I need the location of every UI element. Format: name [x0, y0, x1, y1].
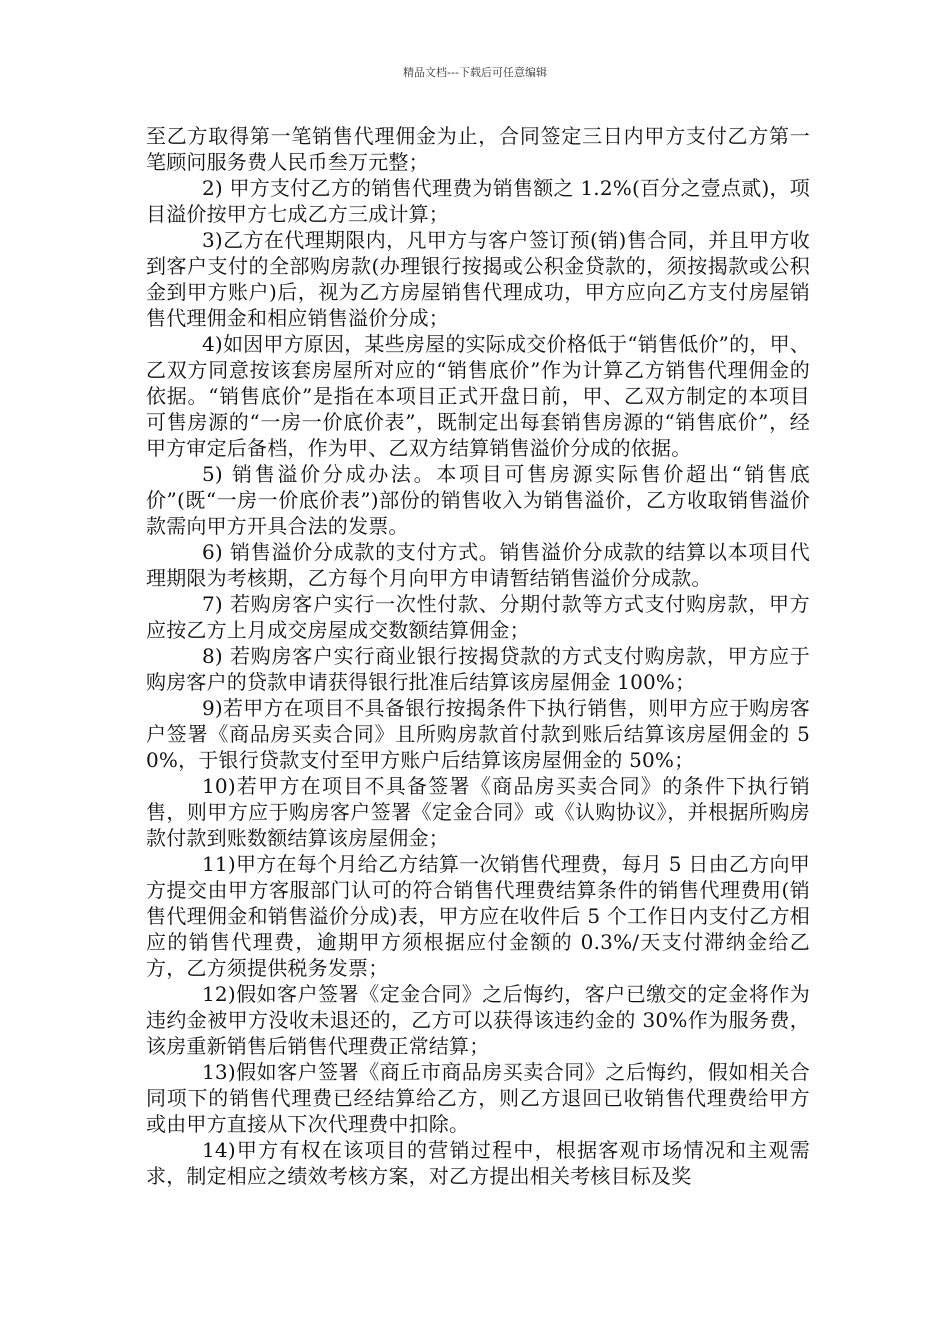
paragraph-continuation: 至乙方取得第一笔销售代理佣金为止，合同签定三日内甲方支付乙方第一笔顾问服务费人民币叁万元整；: [146, 124, 810, 174]
clause-3: 3)乙方在代理期限内，凡甲方与客户签订预(销)售合同，并且甲方收到客户支付的全部购房款(办理银行按揭或公积金贷款的，须按揭款或公积金到甲方账户)后，视为乙方房屋销售代理成功，甲方应向乙方支付房屋销售代理佣金和相应销售溢价分成；: [146, 228, 810, 330]
clause-14: 14)甲方有权在该项目的营销过程中，根据客观市场情况和主观需求，制定相应之绩效考核方案，对乙方提出相关考核目标及奖: [146, 1138, 810, 1188]
clause-11: 11)甲方在每个月给乙方结算一次销售代理费，每月 5 日由乙方向甲方提交由甲方客服部门认可的符合销售代理费结算条件的销售代理费用(销售代理佣金和销售溢价分成)表，甲方应在收件后 5 个工作日内支付乙方相应的销售代理费，逾期甲方须根据应付金额的 0.3%/天支付滞纳金给乙方，乙方须提供税务发票；: [146, 852, 810, 980]
clause-12: 12)假如客户签署《定金合同》之后悔约，客户已缴交的定金将作为违约金被甲方没收未退还的，乙方可以获得该违约金的 30%作为服务费，该房重新销售后销售代理费正常结算；: [146, 982, 810, 1058]
clause-6: 6) 销售溢价分成款的支付方式。销售溢价分成款的结算以本项目代理期限为考核期，乙方每个月向甲方申请暂结销售溢价分成款。: [146, 540, 810, 590]
clause-4: 4)如因甲方原因，某些房屋的实际成交价格低于“销售低价”的，甲、乙双方同意按该套房屋所对应的“销售底价”作为计算乙方销售代理佣金的依据。“销售底价”是指在本项目正式开盘日前，甲、乙双方制定的本项目可售房源的“一房一价底价表”，既制定出每套销售房源的“销售底价”，经甲方审定后备档，作为甲、乙双方结算销售溢价分成的依据。: [146, 332, 810, 460]
clause-8: 8) 若购房客户实行商业银行按揭贷款的方式支付购房款，甲方应于购房客户的贷款申请获得银行批准后结算该房屋佣金 100%；: [146, 644, 810, 694]
clause-7: 7) 若购房客户实行一次性付款、分期付款等方式支付购房款，甲方应按乙方上月成交房屋成交数额结算佣金；: [146, 592, 810, 642]
clause-9: 9)若甲方在项目不具备银行按揭条件下执行销售，则甲方应于购房客户签署《商品房买卖合同》且所购房款首付款到账后结算该房屋佣金的 50%，于银行贷款支付至甲方账户后结算该房屋佣金的 50%；: [146, 696, 810, 772]
body-text: [146, 123, 810, 1189]
page-header: 精品文档---下载后可任意编辑: [403, 66, 547, 79]
clause-13: 13)假如客户签署《商丘市商品房买卖合同》之后悔约，假如相关合同项下的销售代理费已经结算给乙方，则乙方退回已收销售代理费给甲方或由甲方直接从下次代理费中扣除。: [146, 1060, 810, 1136]
clause-5: 5) 销售溢价分成办法。本项目可售房源实际售价超出“销售底价”(既“一房一价底价表”)部份的销售收入为销售溢价，乙方收取销售溢价款需向甲方开具合法的发票。: [146, 462, 810, 538]
clause-10: 10)若甲方在项目不具备签署《商品房买卖合同》的条件下执行销售，则甲方应于购房客户签署《定金合同》或《认购协议》，并根据所购房款付款到账数额结算该房屋佣金；: [146, 774, 810, 850]
clause-2: 2) 甲方支付乙方的销售代理费为销售额之 1.2%(百分之壹点贰)，项目溢价按甲方七成乙方三成计算；: [146, 176, 810, 226]
